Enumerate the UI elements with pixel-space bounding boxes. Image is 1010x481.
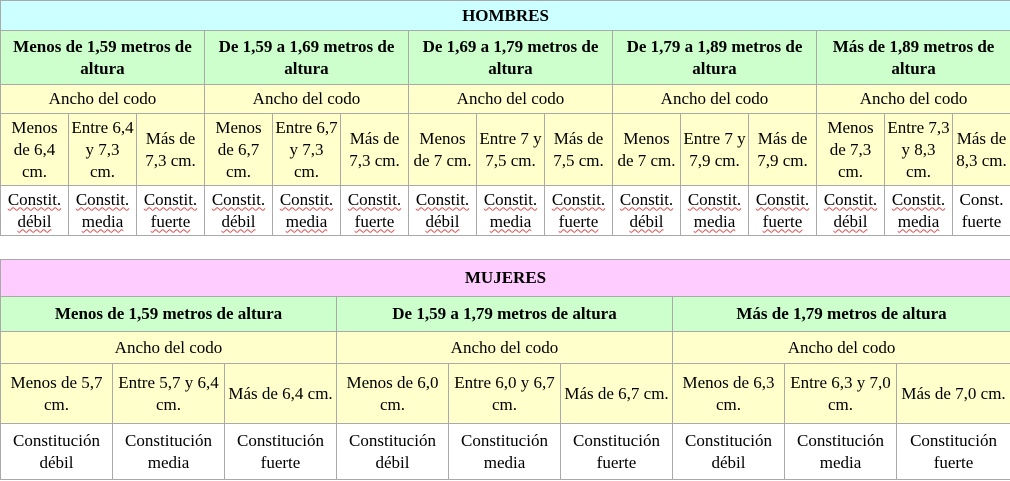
mujeres-range-1-2: Más de 6,7 cm.	[561, 364, 673, 424]
hombres-range-3-2: Más de 7,9 cm.	[749, 114, 817, 186]
hombres-cons-4-0: Constit. débil	[817, 186, 885, 236]
hombres-height-4: Más de 1,89 metros de altura	[817, 31, 1010, 85]
hombres-elbow-2: Ancho del codo	[409, 85, 613, 114]
hombres-range-4-2: Más de 8,3 cm.	[953, 114, 1010, 186]
hombres-cons-3-0: Constit. débil	[613, 186, 681, 236]
hombres-cons-0-1: Constit. media	[69, 186, 137, 236]
hombres-height-0: Menos de 1,59 metros de altura	[1, 31, 205, 85]
hombres-cons-1-1: Constit. media	[273, 186, 341, 236]
mujeres-range-1-0: Menos de 6,0 cm.	[337, 364, 449, 424]
mujeres-cons-2-1: Constitución media	[785, 424, 897, 480]
mujeres-cons-1-0: Constitución débil	[337, 424, 449, 480]
hombres-range-1-1: Entre 6,7 y 7,3 cm.	[273, 114, 341, 186]
mujeres-cons-2-2: Constitución fuerte	[897, 424, 1010, 480]
hombres-height-3: De 1,79 a 1,89 metros de altura	[613, 31, 817, 85]
hombres-cons-2-1: Constit. media	[477, 186, 545, 236]
hombres-range-4-1: Entre 7,3 y 8,3 cm.	[885, 114, 953, 186]
hombres-cons-0-0: Constit. débil	[1, 186, 69, 236]
mujeres-range-0-2: Más de 6,4 cm.	[225, 364, 337, 424]
hombres-elbow-3: Ancho del codo	[613, 85, 817, 114]
hombres-cons-2-0: Constit. débil	[409, 186, 477, 236]
hombres-range-0-0: Menos de 6,4 cm.	[1, 114, 69, 186]
mujeres-table	[0, 259, 1010, 480]
hombres-cons-3-1: Constit. media	[681, 186, 749, 236]
hombres-cons-0-2: Constit. fuerte	[137, 186, 205, 236]
mujeres-height-0: Menos de 1,59 metros de altura	[1, 297, 337, 332]
hombres-height-2: De 1,69 a 1,79 metros de altura	[409, 31, 613, 85]
mujeres-range-2-1: Entre 6,3 y 7,0 cm.	[785, 364, 897, 424]
hombres-range-3-1: Entre 7 y 7,9 cm.	[681, 114, 749, 186]
mujeres-elbow-1: Ancho del codo	[337, 332, 673, 364]
mujeres-range-1-1: Entre 6,0 y 6,7 cm.	[449, 364, 561, 424]
hombres-range-0-1: Entre 6,4 y 7,3 cm.	[69, 114, 137, 186]
mujeres-height-1: De 1,59 a 1,79 metros de altura	[337, 297, 673, 332]
mujeres-cons-0-2: Constitución fuerte	[225, 424, 337, 480]
mujeres-elbow-0: Ancho del codo	[1, 332, 337, 364]
hombres-range-0-2: Más de 7,3 cm.	[137, 114, 205, 186]
hombres-cons-1-2: Constit. fuerte	[341, 186, 409, 236]
hombres-height-1: De 1,59 a 1,69 metros de altura	[205, 31, 409, 85]
hombres-cons-2-2: Constit. fuerte	[545, 186, 613, 236]
mujeres-cons-0-1: Constitución media	[113, 424, 225, 480]
hombres-range-4-0: Menos de 7,3 cm.	[817, 114, 885, 186]
hombres-range-1-0: Menos de 6,7 cm.	[205, 114, 273, 186]
hombres-range-2-2: Más de 7,5 cm.	[545, 114, 613, 186]
hombres-range-2-1: Entre 7 y 7,5 cm.	[477, 114, 545, 186]
mujeres-elbow-2: Ancho del codo	[673, 332, 1010, 364]
hombres-table	[0, 0, 1010, 236]
hombres-range-2-0: Menos de 7 cm.	[409, 114, 477, 186]
mujeres-height-2: Más de 1,79 metros de altura	[673, 297, 1010, 332]
mujeres-range-2-0: Menos de 6,3 cm.	[673, 364, 785, 424]
mujeres-title: MUJERES	[1, 260, 1010, 297]
mujeres-cons-1-2: Constitución fuerte	[561, 424, 673, 480]
hombres-title: HOMBRES	[1, 1, 1010, 31]
mujeres-cons-1-1: Constitución media	[449, 424, 561, 480]
hombres-elbow-0: Ancho del codo	[1, 85, 205, 114]
mujeres-range-0-1: Entre 5,7 y 6,4 cm.	[113, 364, 225, 424]
hombres-cons-3-2: Constit. fuerte	[749, 186, 817, 236]
mujeres-range-2-2: Más de 7,0 cm.	[897, 364, 1010, 424]
mujeres-range-0-0: Menos de 5,7 cm.	[1, 364, 113, 424]
hombres-range-1-2: Más de 7,3 cm.	[341, 114, 409, 186]
hombres-cons-4-2: Const. fuerte	[953, 186, 1010, 236]
hombres-range-3-0: Menos de 7 cm.	[613, 114, 681, 186]
mujeres-cons-2-0: Constitución débil	[673, 424, 785, 480]
hombres-elbow-4: Ancho del codo	[817, 85, 1010, 114]
hombres-elbow-1: Ancho del codo	[205, 85, 409, 114]
hombres-cons-4-1: Constit. media	[885, 186, 953, 236]
mujeres-cons-0-0: Constitución débil	[1, 424, 113, 480]
hombres-cons-1-0: Constit. débil	[205, 186, 273, 236]
